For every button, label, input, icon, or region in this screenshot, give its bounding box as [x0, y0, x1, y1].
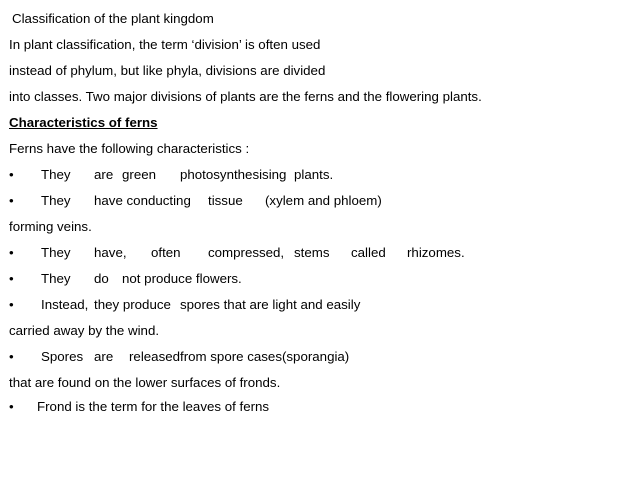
bullet-item-5-continuation: carried away by the wind. [9, 323, 160, 338]
document-title: Classification of the plant kingdom [12, 11, 214, 26]
bullet-word: compressed, [208, 245, 285, 260]
bullet-marker: • [9, 399, 14, 414]
intro-line-3: into classes. Two major divisions of plants are the ferns and the flowering plants. [9, 89, 482, 104]
bullet-word: not produce flowers. [122, 271, 242, 286]
bullet-item-7 [9, 399, 629, 415]
bullet-word: called [351, 245, 386, 260]
bullet-word: from spore cases(sporangia) [180, 349, 350, 364]
intro-line-2: instead of phylum, but like phyla, divisions are divided [9, 63, 326, 78]
bullet-item-2 [9, 193, 629, 209]
bullet-word: tissue [208, 193, 243, 208]
bullet-word: stems [294, 245, 330, 260]
bullet-word: Frond is the term for the leaves of ferns [37, 399, 270, 414]
bullet-word: they produce [94, 297, 171, 312]
bullet-word: Instead, [41, 297, 89, 312]
bullet-word: rhizomes. [407, 245, 465, 260]
bullet-word: Spores [41, 349, 84, 364]
bullet-item-4 [9, 271, 629, 287]
bullet-item-2-continuation: forming veins. [9, 219, 92, 234]
bullet-marker: • [9, 297, 14, 312]
bullet-word: They [41, 271, 71, 286]
bullet-word: photosynthesising [180, 167, 287, 182]
bullet-word: They [41, 193, 71, 208]
section-heading: Characteristics of ferns [9, 115, 158, 130]
bullet-word: have conducting [94, 193, 191, 208]
bullet-word: plants. [294, 167, 334, 182]
bullet-marker: • [9, 167, 14, 182]
bullet-word: They [41, 245, 71, 260]
intro-line-1: In plant classification, the term ‘division’ is often used [9, 37, 321, 52]
section-intro: Ferns have the following characteristics : [9, 141, 250, 156]
bullet-word: are [94, 349, 114, 364]
bullet-word: have, [94, 245, 127, 260]
bullet-word: released [129, 349, 181, 364]
bullet-word: spores that are light and easily [180, 297, 361, 312]
bullet-word: They [41, 167, 71, 182]
bullet-item-5 [9, 297, 629, 313]
bullet-item-3 [9, 245, 629, 261]
bullet-item-6-continuation: that are found on the lower surfaces of fronds. [9, 375, 281, 390]
bullet-marker: • [9, 245, 14, 260]
bullet-marker: • [9, 193, 14, 208]
bullet-word: often [151, 245, 181, 260]
bullet-word: are [94, 167, 114, 182]
bullet-marker: • [9, 271, 14, 286]
bullet-word: (xylem and phloem) [265, 193, 382, 208]
bullet-word: do [94, 271, 109, 286]
bullet-word: green [122, 167, 157, 182]
bullet-item-6 [9, 349, 629, 365]
bullet-marker: • [9, 349, 14, 364]
bullet-item-1 [9, 167, 629, 183]
